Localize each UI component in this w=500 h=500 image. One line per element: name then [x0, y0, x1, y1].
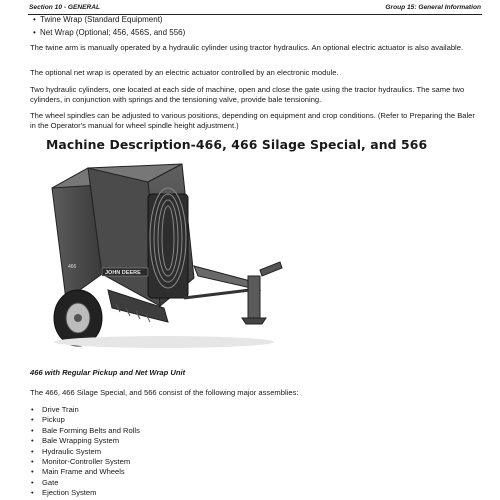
list-item: • Gate	[30, 478, 140, 488]
section-label: Section 10 - GENERAL	[29, 4, 101, 11]
list-item: • Drive Train	[30, 405, 140, 415]
group-label: Group 15: General Information	[385, 4, 481, 11]
paragraph-wheel-spindles: The wheel spindles can be adjusted to various positions, depending on equipment and crop conditions. (Refer to Preparing the Baler in the Operator's manual for wheel spindle height adjustment.)	[30, 111, 475, 130]
bullet-twine-wrap: • Twine Wrap (Standard Equipment)	[40, 15, 163, 24]
assemblies-list	[30, 405, 140, 499]
list-item: • Main Frame and Wheels	[30, 467, 140, 477]
section-title: Machine Description-466, 466 Silage Special, and 566	[46, 137, 428, 152]
round-baler-illustration	[44, 158, 284, 354]
list-item: • Pickup	[30, 415, 140, 425]
page-header	[28, 2, 482, 15]
list-item: • Bale Wrapping System	[30, 436, 140, 446]
side-decal-label: JOHN DEERE	[105, 270, 141, 276]
list-item: • Monitor-Controller System	[30, 457, 140, 467]
list-item: • Hydraulic System	[30, 447, 140, 457]
list-item: • Bale Forming Belts and Rolls	[30, 426, 140, 436]
paragraph-net-wrap: The optional net wrap is operated by an electric actuator controlled by an electronic module.	[30, 68, 339, 77]
model-decal-label: 466	[68, 264, 77, 270]
figure-caption: 466 with Regular Pickup and Net Wrap Unit	[30, 368, 186, 377]
paragraph-hydraulic-cylinders: Two hydraulic cylinders, one located at each side of machine, open and close the gate using the tractor hydraulics. The same two cylinders, in conjunction with springs and the tensioning valve, provide bale tensioning.	[30, 85, 465, 104]
list-item: • Ejection System	[30, 488, 140, 498]
assemblies-intro: The 466, 466 Silage Special, and 566 consist of the following major assemblies:	[30, 388, 299, 397]
bullet-net-wrap: • Net Wrap (Optional; 456, 456S, and 556)	[40, 28, 185, 37]
paragraph-twine-arm: The twine arm is manually operated by a hydraulic cylinder using tractor hydraulics. An optional electric actuator is also available.	[30, 43, 464, 52]
